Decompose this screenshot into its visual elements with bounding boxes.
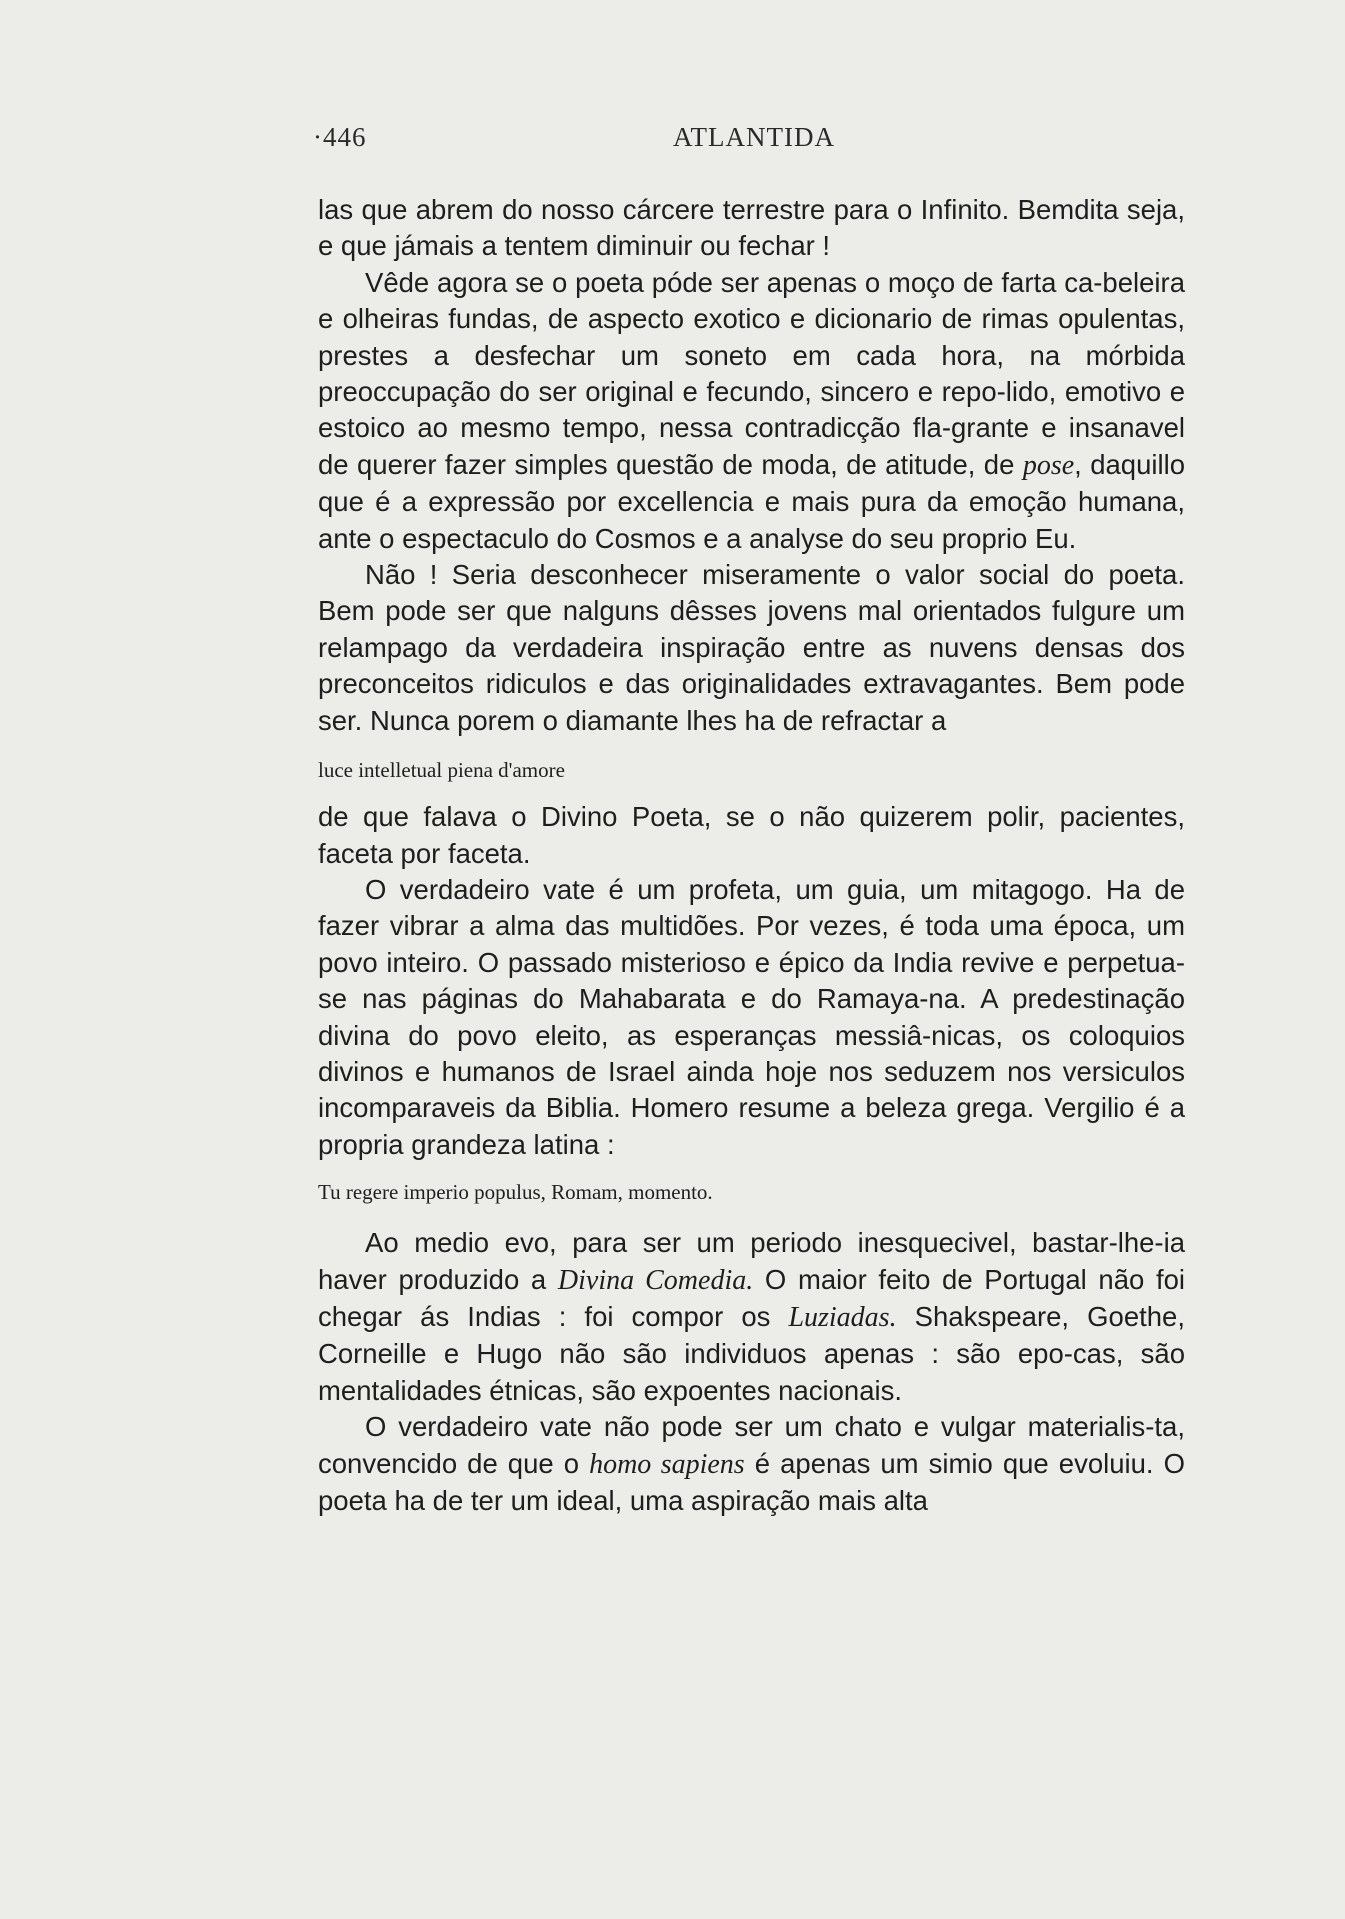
quotation-vergil: Tu regere imperio populus, Romam, momento. <box>318 1180 713 1205</box>
paragraph-2-italic: pose <box>1022 449 1075 481</box>
paragraph-6 <box>318 1225 1185 1409</box>
paragraph-2-text-a: Vêde agora se o poeta póde ser apenas o moço de farta ca-beleira e olheiras fundas, de aspecto exotico e dicionario de rimas opulentas, prestes a desfechar um soneto em cada hora, na mórbida preoccupação do ser original e fecundo, sincero e repo-lido, emotivo e estoico ao mesmo tempo, nessa contradicção fla-grante e insanavel de querer fazer simples questão de moda, de atitude, de <box>318 266 1185 480</box>
page-header <box>313 122 1185 162</box>
paragraph-4: de que falava o Divino Poeta, se o não quizerem polir, pacientes, faceta por faceta. <box>318 801 1185 869</box>
running-title: ATLANTIDA <box>673 122 835 152</box>
paragraph-7-text-a: O verdadeiro vate não pode ser um chato e vulgar materialis-ta, convencido de que o <box>318 1411 1185 1479</box>
paragraph-6-text-b: O maior feito de Portugal não foi chegar ás Indias : foi compor os <box>318 1263 1186 1332</box>
paragraph-2 <box>318 265 1185 557</box>
body-text <box>318 192 1185 1519</box>
paragraph-7-italic: homo sapiens <box>589 1448 745 1480</box>
paragraph-6-text-c: Shakspeare, Goethe, Corneille e Hugo não são individuos apenas : são epo-cas, são mentalidades étnicas, são expoentes nacionais. <box>318 1300 1185 1406</box>
paragraph-6-italic-divina-comedia: Divina Comedia. <box>557 1264 754 1296</box>
paragraph-1: las que abrem do nosso cárcere terrestre para o Infinito. Bemdita seja, e que jámais a tentem diminuir ou fechar ! <box>318 194 1185 262</box>
paragraph-7 <box>318 1409 1185 1519</box>
paragraph-5: O verdadeiro vate é um profeta, um guia, um mitagogo. Ha de fazer vibrar a alma das multidões. Por vezes, é toda uma época, um povo inteiro. O passado misterioso e épico da India revive e perpetua-se nas páginas do Mahabarata e do Ramaya-na. A predestinação divina do povo eleito, as esperanças messiâ-nicas, os coloquios divinos e humanos de Israel ainda hoje nos seduzem nos versiculos incomparaveis da Biblia. Homero resume a beleza grega. Vergilio é a propria grandeza latina : <box>318 873 1185 1160</box>
paragraph-6-text-a: Ao medio evo, para ser um periodo inesquecivel, bastar-lhe-ia haver produzido a <box>318 1227 1185 1295</box>
paragraph-3: Não ! Seria desconhecer miseramente o valor social do poeta. Bem pode ser que nalguns dêsses jovens mal orientados fulgure um relampago da verdadeira inspiração entre as nuvens densas dos preconceitos ridiculos e das originalidades extravagantes. Bem pode ser. Nunca porem o diamante lhes ha de refractar a <box>318 559 1185 736</box>
paragraph-7-text-b: é apenas um simio que evoluiu. O poeta ha de ter um ideal, uma aspiração mais alta <box>318 1447 1185 1516</box>
page-number: ·446 <box>313 122 367 152</box>
paragraph-2-text-b: , daquillo que é a expressão por excellencia e mais pura da emoção humana, ante o espectaculo do Cosmos e a analyse do seu proprio Eu. <box>318 448 1185 554</box>
paragraph-6-italic-luziadas: Luziadas. <box>788 1301 897 1333</box>
quotation-dante: luce intelletual piena d'amore <box>318 758 565 783</box>
